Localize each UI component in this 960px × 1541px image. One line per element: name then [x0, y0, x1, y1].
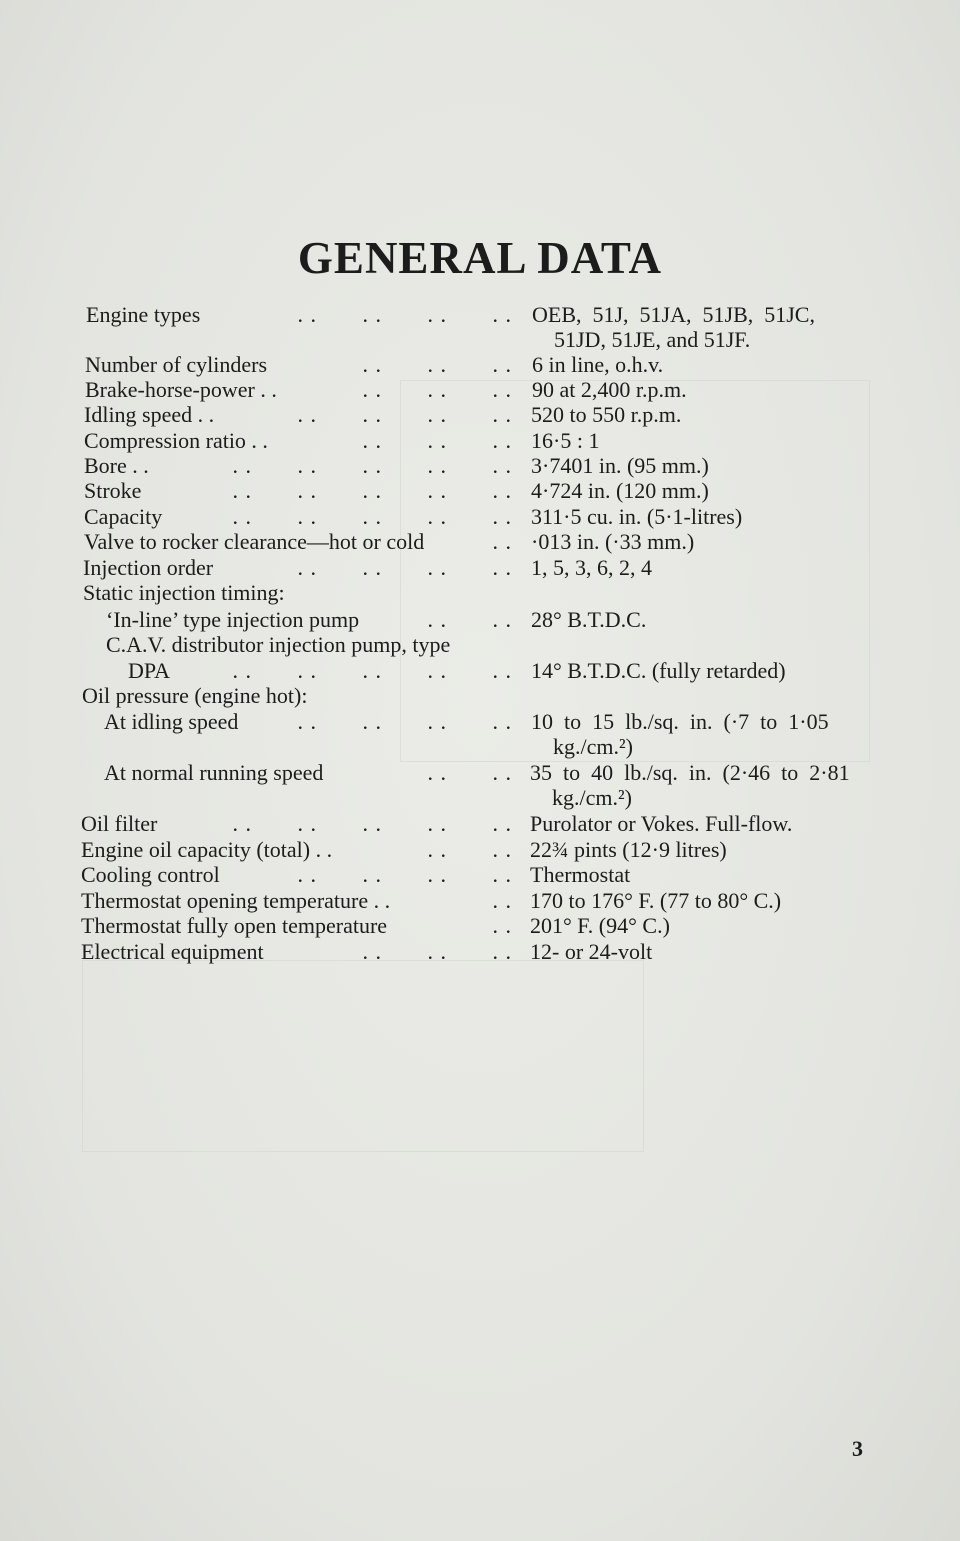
row-label: Thermostat opening temperature . .	[81, 888, 391, 913]
data-row	[0, 377, 960, 402]
data-row	[0, 402, 960, 427]
row-value: 14° B.T.D.C. (fully retarded)	[531, 658, 786, 683]
data-row	[0, 555, 960, 580]
data-row	[0, 607, 960, 632]
row-label: Injection order	[83, 555, 214, 580]
data-row	[0, 478, 960, 503]
row-value: 520 to 550 r.p.m.	[531, 402, 682, 427]
row-value: 6 in line, o.h.v.	[532, 352, 664, 377]
page-title: GENERAL DATA	[297, 233, 663, 283]
row-value-continued: 51JD, 51JE, and 51JF.	[554, 327, 751, 352]
row-label: Thermostat fully open temperature	[81, 913, 388, 938]
row-label: Stroke	[84, 478, 142, 503]
leader-dots: . . . . . .	[362, 352, 512, 377]
row-value: 16·5 : 1	[531, 428, 600, 453]
data-row	[0, 428, 960, 453]
leader-dots: . . . . . . . .	[297, 402, 512, 427]
data-row	[0, 658, 960, 683]
leader-dots: . . . .	[427, 837, 512, 862]
leader-dots: . .	[492, 913, 512, 938]
row-value: OEB, 51J, 51JA, 51JB, 51JC,	[532, 302, 815, 327]
row-label: Brake-horse-power . .	[85, 377, 277, 402]
data-row	[0, 862, 960, 887]
leader-dots: . .	[492, 529, 512, 554]
row-label: Idling speed . .	[84, 402, 215, 427]
row-label: At idling speed	[104, 709, 239, 734]
row-value: 311·5 cu. in. (5·1-litres)	[531, 504, 743, 529]
data-row	[0, 888, 960, 913]
row-value: 4·724 in. (120 mm.)	[531, 478, 709, 503]
row-label: Bore . .	[84, 453, 149, 478]
leader-dots: . . . . . .	[362, 428, 512, 453]
row-label: DPA	[128, 658, 170, 683]
row-label: Oil filter	[81, 811, 158, 836]
leader-dots: . . . .	[427, 607, 512, 632]
row-value: 22¾ pints (12·9 litres)	[530, 837, 727, 862]
data-row	[0, 352, 960, 377]
data-row	[0, 504, 960, 529]
page-number: 3	[852, 1436, 863, 1461]
row-label: ‘In-line’ type injection pump	[106, 607, 360, 632]
row-label: Cooling control	[81, 862, 220, 887]
leader-dots: . . . . . . . . . .	[232, 658, 512, 683]
row-label: Electrical equipment	[81, 939, 264, 964]
data-row	[0, 811, 960, 836]
row-label: Capacity	[84, 504, 163, 529]
data-row	[0, 302, 960, 352]
row-value: 1, 5, 3, 6, 2, 4	[531, 555, 652, 580]
data-row	[0, 760, 960, 810]
row-value: 10 to 15 lb./sq. in. (·7 to 1·05	[531, 709, 829, 734]
row-label: C.A.V. distributor injection pump, type	[106, 632, 451, 657]
row-value: 28° B.T.D.C.	[531, 607, 647, 632]
row-value-continued: kg./cm.²)	[552, 785, 632, 810]
leader-dots: . . . . . . . . . .	[232, 504, 512, 529]
data-row	[0, 709, 960, 759]
leader-dots: . . . . . .	[362, 377, 512, 402]
row-label: Engine oil capacity (total) . .	[81, 837, 333, 862]
row-value: ·013 in. (·33 mm.)	[531, 529, 695, 554]
row-label: At normal running speed	[104, 760, 324, 785]
row-value-continued: kg./cm.²)	[553, 734, 633, 759]
data-row	[0, 683, 960, 708]
leader-dots: . .	[492, 888, 512, 913]
data-row	[0, 939, 960, 964]
leader-dots: . . . . . . . . . .	[232, 478, 512, 503]
row-value: 12- or 24-volt	[530, 939, 653, 964]
row-value: 90 at 2,400 r.p.m.	[532, 377, 687, 402]
row-label: Number of cylinders	[85, 352, 268, 377]
row-label: Compression ratio . .	[84, 428, 268, 453]
leader-dots: . . . . . . . .	[297, 555, 512, 580]
leader-dots: . . . .	[427, 760, 512, 785]
data-row	[0, 453, 960, 478]
leader-dots: . . . . . . . .	[297, 709, 512, 734]
row-value: 201° F. (94° C.)	[530, 913, 670, 938]
data-row	[0, 913, 960, 938]
row-value: 35 to 40 lb./sq. in. (2·46 to 2·81	[530, 760, 850, 785]
leader-dots: . . . . . . . .	[297, 862, 512, 887]
data-row	[0, 837, 960, 862]
row-value: 3·7401 in. (95 mm.)	[531, 453, 709, 478]
row-value: 170 to 176° F. (77 to 80° C.)	[530, 888, 782, 913]
row-value: Purolator or Vokes. Full-flow.	[530, 811, 793, 836]
data-row	[0, 632, 960, 657]
leader-dots: . . . . . . . . . .	[232, 453, 512, 478]
leader-dots: . . . . . . . .	[297, 302, 512, 327]
leader-dots: . . . . . . . . . .	[232, 811, 512, 836]
row-label: Engine types	[86, 302, 201, 327]
row-label: Valve to rocker clearance—hot or cold	[84, 529, 425, 554]
row-label: Oil pressure (engine hot):	[82, 683, 308, 708]
row-value: Thermostat	[530, 862, 631, 887]
leader-dots: . . . . . .	[362, 939, 512, 964]
row-label: Static injection timing:	[83, 580, 285, 605]
data-row	[0, 529, 960, 554]
data-row	[0, 580, 960, 605]
